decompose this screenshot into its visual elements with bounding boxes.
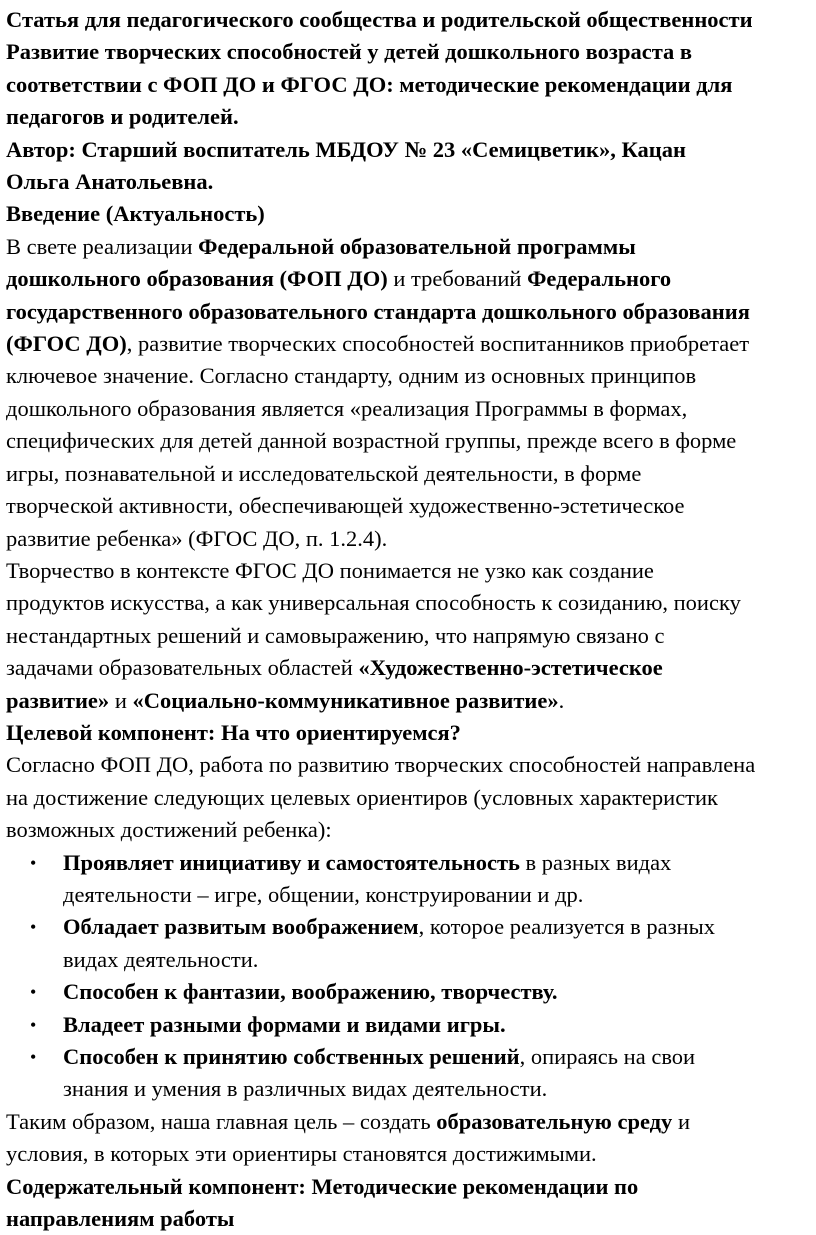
list-item [6, 1041, 816, 1106]
article-title-line: педагогов и родителей. [6, 104, 239, 130]
list-item [6, 847, 816, 912]
bold-text-run: Федеральной образовательной программы [198, 233, 636, 259]
paragraph-line: Согласно ФОП ДО, работа по развитию творческих способностей направлена [6, 752, 756, 778]
paragraph-line: нестандартных решений и самовыражению, что напрямую связано с [6, 622, 665, 648]
bold-text-run: образовательную среду [436, 1108, 673, 1134]
list-item-line [63, 911, 816, 943]
section-heading-target: Целевой компонент: На что ориентируемся? [6, 719, 461, 745]
list-item-line [63, 976, 816, 1008]
bold-text-run: «Художественно-эстетическое [358, 655, 663, 681]
paragraph-line [6, 231, 816, 263]
text-run: . [558, 687, 565, 713]
article-title-line: Развитие творческих способностей у детей дошкольного возраста в [6, 39, 693, 65]
text-run: в разных видах [519, 849, 672, 875]
list-item-line: знания и умения в различных видах деятельности. [63, 1076, 548, 1102]
paragraph-line: ключевое значение. Согласно стандарту, одним из основных принципов [6, 363, 697, 389]
paragraph-line: специфических для детей данной возрастной группы, прежде всего в форме [6, 428, 737, 454]
bullet-icon: • [30, 852, 37, 873]
article-title-line: соответствии с ФОП ДО и ФГОС ДО: методические рекомендации для [6, 71, 733, 97]
paragraph-line: Творчество в контексте ФГОС ДО понимается не узко как создание [6, 557, 654, 583]
bold-text-run: Владеет разными формами и видами игры. [63, 1011, 506, 1037]
paragraph-line [6, 1106, 816, 1138]
text-run: , опираясь на свои [519, 1044, 696, 1069]
text-run: , развитие творческих способностей воспитанников приобретает [126, 331, 750, 357]
list-item-line [63, 1041, 816, 1073]
paragraph-line: игры, познавательной и исследовательской деятельности, в форме [6, 460, 642, 486]
bullet-icon: • [30, 917, 37, 938]
section-heading-intro: Введение (Актуальность) [6, 201, 265, 227]
text-run: Таким образом, наша главная цель – создать [6, 1108, 437, 1134]
list-item-line [63, 1009, 816, 1041]
section-heading-content: направлениям работы [6, 1206, 235, 1232]
target-list [6, 847, 816, 1106]
paragraph-line [6, 652, 816, 684]
text-run: В свете реализации [6, 233, 199, 259]
author-line: Ольга Анатольевна. [6, 169, 214, 195]
bold-text-run: развитие» [6, 687, 110, 713]
bold-text-run: Способен к фантазии, воображению, творчеству. [63, 979, 558, 1005]
paragraph-line [6, 328, 816, 360]
list-item-line: деятельности – игре, общении, конструировании и др. [63, 881, 584, 907]
bold-text-run: Проявляет инициативу и самостоятельность [63, 849, 520, 875]
bold-text-run: Федерального [527, 266, 672, 292]
paragraph-line: условия, в которых эти ориентиры становятся достижимыми. [6, 1141, 597, 1167]
paragraph-line: развитие ребенка» (ФГОС ДО, п. 1.2.4). [6, 525, 388, 551]
bullet-icon: • [30, 1047, 37, 1067]
list-item [6, 911, 816, 976]
paragraph-line: продуктов искусства, а как универсальная способность к созиданию, поиску [6, 590, 741, 616]
paragraph-line [6, 685, 816, 717]
paragraph-line [6, 263, 816, 295]
list-item [6, 976, 816, 1008]
list-item-line: видах деятельности. [63, 946, 259, 972]
text-run: и требований [387, 266, 528, 292]
article-type: Статья для педагогического сообщества и родительской общественности [6, 7, 753, 32]
list-item [6, 1009, 816, 1041]
paragraph-line: государственного образовательного стандарта дошкольного образования [6, 298, 750, 324]
paragraph-line: возможных достижений ребенка): [6, 817, 332, 843]
list-item-line [63, 847, 816, 879]
bullet-icon: • [30, 1014, 37, 1035]
paragraph-line: на достижение следующих целевых ориентиров (условных характеристик [6, 784, 718, 810]
bold-text-run: Обладает развитым воображением [63, 914, 419, 940]
paragraph-line: дошкольного образования является «реализация Программы в формах, [6, 395, 688, 421]
author-line: Автор: Старший воспитатель МБДОУ № 23 «Семицветик», Кацан [6, 136, 686, 162]
bullet-icon: • [30, 982, 37, 1003]
text-run: и [109, 687, 133, 713]
bold-text-run: (ФГОС ДО) [6, 331, 127, 357]
section-heading-content: Содержательный компонент: Методические рекомендации по [6, 1173, 639, 1199]
bold-text-run: дошкольного образования (ФОП ДО) [6, 266, 388, 292]
paragraph-line: творческой активности, обеспечивающей художественно-эстетическое [6, 493, 685, 519]
text-run: и [672, 1108, 690, 1134]
bold-text-run: «Социально-коммуникативное развитие» [132, 687, 559, 713]
bold-text-run: Способен к принятию собственных решений [63, 1044, 520, 1069]
text-run: , которое реализуется в разных [418, 914, 715, 940]
text-run: задачами образовательных областей [6, 655, 359, 681]
